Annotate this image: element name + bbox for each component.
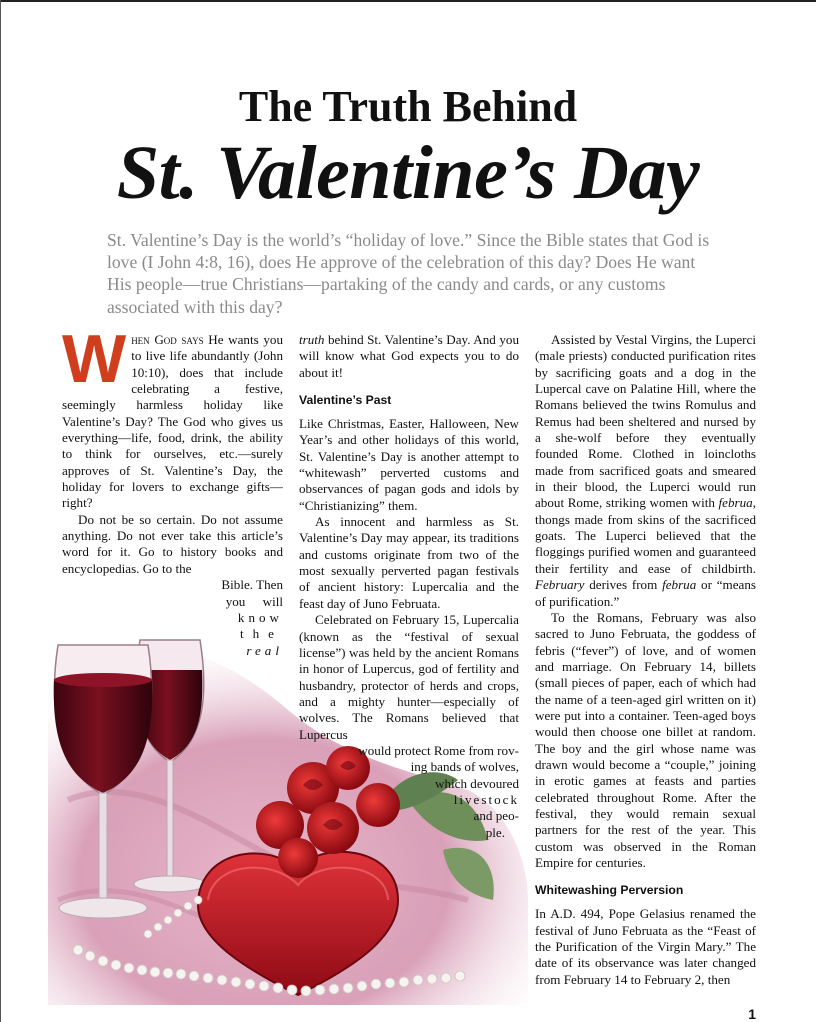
title-line-2: St. Valentine’s Day [116,131,700,215]
col3-italic-februa-1: februa [718,495,753,511]
col2-tail-1: would protect Rome from rov- [358,742,519,758]
column-1 [62,321,283,659]
col1-paragraph-2: Do not be so certain. Do not assume anything. Do not ever take this article’s word for it. Go to history books and encyclopedias. Go to the [62,511,283,576]
col2-paragraph-4: Celebrated on February 15, Lupercalia (known as the “festival of sexual license”) was held by the ancient Romans in honor of Lupercus, god of fertility and husbandry, protector of herds and crops, and a mighty hunter—especially of wolves. The Romans believed that Lupercus [299,612,519,742]
col3-paragraph-1 [535,332,756,610]
col3-p1-c: derives from [584,577,663,593]
col1-tail-3: know [237,609,283,625]
column-3 [535,332,756,988]
col2-tail-5: and peo- [473,808,519,824]
col3-paragraph-3: In A.D. 494, Pope Gelasius renamed the festival of Juno Februata as the “Feast of the Purification of the Virgin Mary.” The date of its observance was later changed from February 14 to February 2, then [535,906,756,987]
col3-italic-februa-2: februa [662,577,697,593]
col3-p1-a: Assisted by Vestal Virgins, the Luperci (male priests) conducted purification rites by sacrificing goats and a dog in the Lupercal cave on Palatine Hill, where the Romans believed the twins Romulus and Remus had been sheltered and nursed by a she-wolf before they eventually founded Rome. Clothed in loincloths made from sacrificed goats and smeared in their blood, the Luperci would run about Rome, striking women with [535,332,756,511]
col1-tail-1: Bible. Then [221,577,283,593]
col2-italic-truth: truth [299,332,325,347]
col2-paragraph-2: Like Christmas, Easter, Halloween, New Year’s and other holidays of this world, St. Valentine’s Day is another attempt to “whitewash” perverted customs and observances of pagan gods and idols by “Christianizing” them. [299,416,519,513]
drop-cap: W [62,321,127,397]
col3-p1-d: or “means of purification.” [535,577,756,609]
col2-paragraph-1 [299,332,519,381]
col2-tail-6: ple. [485,824,505,840]
col3-italic-february: February [535,577,585,593]
col3-paragraph-2: To the Romans, February was also sacred to Juno Februata, the goddess of febris (“fever”) of love, and of women and marriage. On February 14, billets (small pieces of paper, each of which had the name of a teen-aged girl written on it) were put into a container. Teen-aged boys would then choose one billet at random. The boy and the girl whose name was drawn would become a “couple,” joining in erotic games at feasts and parties celebrated throughout Rome. After the festival, they would remain sexual partners for the rest of the year. This custom was observed in the Roman Empire for centuries. [535,609,756,870]
intro-deck: St. Valentine’s Day is the world’s “holiday of love.” Since the Bible states that God is love (I John 4:8, 16), does He approve of the celebration of this day? Does He want His people—true Christians—partaking of the candy and cards, or any customs associated with this day? [107,230,710,317]
col2-p1-text: behind St. Valentine’s Day. And you will know what God expects you to do about it! [299,332,519,380]
col2-tail-3: which devoured [435,775,519,791]
col1-tail-4: the [240,626,283,642]
col2-tail-2: ing bands of wolves, [410,759,519,775]
subhead-whitewashing-perversion: Whitewashing Perversion [535,883,684,898]
column-2 [299,332,519,841]
col2-paragraph-3: As innocent and harmless as St. Valentine’s Day may appear, its traditions and customs originate from two of the most sexually perverted pagan festivals of ancient history: Lupercalia and the feast day of Juno Februata. [299,514,519,611]
lead-in-smallcaps: hen God says [131,332,204,347]
title-line-1: The Truth Behind [238,82,578,131]
col1-tail-2: you will [225,593,283,609]
col2-tail-4: livestock [453,791,519,807]
col1-paragraph-1 [62,321,283,512]
col1-tail-5: real [246,642,283,658]
top-border [0,0,816,2]
col1-p1-text: He wants you to live life abundantly (John 10:10), does that include celebrating a festive, seemingly harmless holiday like Valentine’s Day? The God who gives us everything—life, food, drink, the ability to think for ourselves, etc.—surely approves of St. Valentine’s Day, the holiday for lovers to exchange gifts—right? [62,332,283,511]
subhead-valentines-past: Valentine’s Past [299,393,392,408]
page-number: 1 [748,1006,756,1022]
col3-p1-b: , thongs made from skins of the sacrificed goats. The Luperci believed that the floggings purified women and guaranteed their fertility and ease of childbirth. [535,495,756,576]
